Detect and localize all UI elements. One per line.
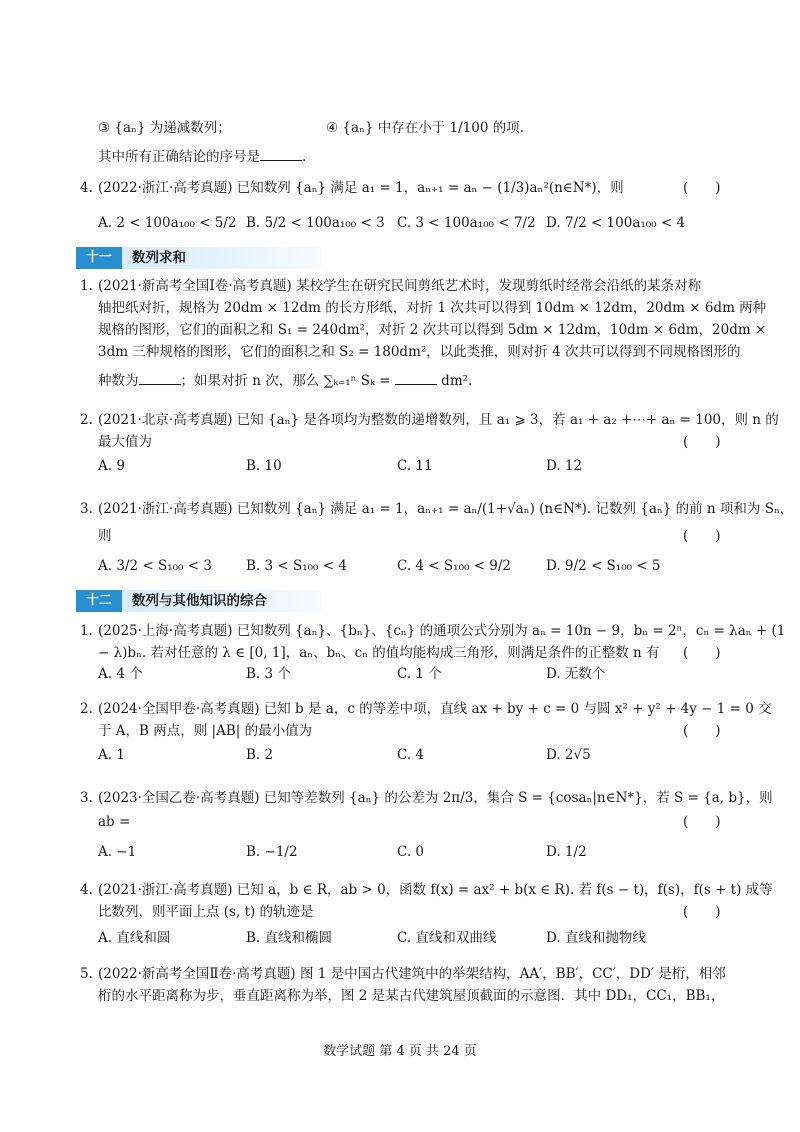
answer-blank[interactable]: [260, 146, 302, 161]
question-text: (2022·浙江·高考真题) 已知数列 {aₙ} 满足 a₁ = 1，aₙ₊₁ = aₙ − (1/3)aₙ²(n∈N*)，则: [98, 180, 624, 196]
answer-paren: ( ): [683, 180, 721, 196]
section-title: 数列与其他知识的综合: [132, 593, 267, 609]
option-b[interactable]: B. 10: [246, 458, 282, 474]
answer-paren: ( ): [683, 528, 721, 544]
question-text-line: 轴把纸对折，规格为 20dm × 12dm 的长方形纸，对折 1 次共可以得到 10dm × 12dm，20dm × 6dm 两种: [98, 300, 767, 316]
section-header-11: [76, 247, 321, 269]
question-text-line: (2021·浙江·高考真题) 已知 a，b ∈ R，ab > 0，函数 f(x) = ax² + b(x ∈ R). 若 f(s − t)，f(s)，f(s + t) 成等: [98, 882, 773, 898]
question-number: 5.: [80, 966, 93, 982]
question-text-part: ；如果对折 n 次，那么 ∑ₖ₌₁ⁿ Sₖ =: [180, 373, 391, 389]
option-b[interactable]: B. 直线和椭圆: [246, 930, 333, 946]
question-number: 3.: [80, 501, 93, 517]
section-header-12: [76, 590, 321, 612]
question-number: 4.: [80, 180, 93, 196]
section-number: 十一: [76, 247, 122, 269]
option-c[interactable]: C. 4: [397, 747, 425, 763]
option-c[interactable]: C. 4 < S₁₀₀ < 9/2: [397, 558, 512, 574]
question-text-line: 于 A，B 两点，则 |AB| 的最小值为: [98, 723, 313, 739]
answer-paren: ( ): [683, 904, 721, 920]
option-a[interactable]: A. −1: [98, 844, 137, 860]
question-number: 1.: [80, 623, 93, 639]
question-number: 2.: [80, 701, 93, 717]
option-a[interactable]: A. 3/2 < S₁₀₀ < 3: [98, 558, 212, 574]
question-text-line: (2021·北京·高考真题) 已知 {aₙ} 是各项均为整数的递增数列，且 a₁ ⩾ 3，若 a₁ + a₂ +⋯+ aₙ = 100，则 n 的: [98, 412, 779, 428]
section-title: 数列求和: [132, 250, 186, 266]
option-b[interactable]: B. 3 个: [246, 666, 291, 682]
option-d[interactable]: D. 12: [546, 458, 583, 474]
option-d[interactable]: D. 无数个: [546, 666, 606, 682]
question-number: 2.: [80, 412, 93, 428]
question-text-line: 桁的水平距离称为步，垂直距离称为举，图 2 是某古代建筑屋顶截面的示意图．其中 DD₁，CC₁，BB₁，: [98, 988, 725, 1004]
question-text-line: (2024·全国甲卷·高考真题) 已知 b 是 a，c 的等差中项，直线 ax + by + c = 0 与圆 x² + y² + 4y − 1 = 0 交: [98, 701, 772, 717]
answer-blank[interactable]: [139, 370, 181, 385]
statement-3: ③ {aₙ} 为递减数列；: [98, 120, 231, 136]
answer-blank[interactable]: [395, 370, 437, 385]
answer-paren: ( ): [683, 434, 721, 450]
option-a[interactable]: A. 4 个: [98, 666, 143, 682]
question-text-line: 最大值为: [98, 434, 152, 450]
option-a[interactable]: A. 直线和圆: [98, 930, 171, 946]
question-number: 4.: [80, 882, 93, 898]
question-text-part: 种数为: [98, 373, 139, 389]
option-c[interactable]: C. 直线和双曲线: [397, 930, 497, 946]
option-b[interactable]: B. 3 < S₁₀₀ < 4: [246, 558, 347, 574]
answer-prompt-text: 其中所有正确结论的序号是: [98, 149, 260, 165]
option-c[interactable]: C. 0: [397, 844, 425, 860]
answer-paren: ( ): [683, 814, 721, 830]
question-text-line: ab =: [98, 814, 131, 830]
question-text-part: dm².: [441, 373, 473, 389]
question-number: 3.: [80, 790, 93, 806]
answer-prompt-end: .: [302, 149, 307, 165]
option-d[interactable]: D. 直线和抛物线: [546, 930, 646, 946]
question-text-line: (2021·浙江·高考真题) 已知数列 {aₙ} 满足 a₁ = 1，aₙ₊₁ = aₙ/(1+√aₙ) (n∈N*). 记数列 {aₙ} 的前 n 项和为 Sₙ，: [98, 501, 794, 517]
option-a[interactable]: A. 1: [98, 747, 125, 763]
option-a[interactable]: A. 9: [98, 458, 125, 474]
option-d[interactable]: D. 1/2: [546, 844, 587, 860]
question-text-line: − λ)bₙ. 若对任意的 λ ∈ [0, 1]，aₙ、bₙ、cₙ 的值均能构成三角形，则满足条件的正整数 n 有: [98, 645, 660, 661]
option-c[interactable]: C. 11: [397, 458, 433, 474]
answer-paren: ( ): [683, 723, 721, 739]
page-footer: 数学试题 第 4 页 共 24 页: [323, 1044, 477, 1059]
option-c[interactable]: C. 3 < 100a₁₀₀ < 7/2: [397, 215, 536, 231]
option-a[interactable]: A. 2 < 100a₁₀₀ < 5/2: [98, 215, 237, 231]
question-text-line: (2021·新高考全国Ⅰ卷·高考真题) 某校学生在研究民间剪纸艺术时，发现剪纸时经常会沿纸的某条对称: [98, 278, 702, 294]
question-text-line: 则: [98, 528, 112, 544]
question-text-line: 规格的图形，它们的面积之和 S₁ = 240dm²，对折 2 次共可以得到 5dm × 12dm，10dm × 6dm，20dm ×: [98, 322, 767, 338]
option-d[interactable]: D. 7/2 < 100a₁₀₀ < 4: [546, 215, 686, 231]
question-text-line: (2022·新高考全国Ⅱ卷·高考真题) 图 1 是中国古代建筑中的举架结构，AA′，BB′，CC′，DD′ 是桁，相邻: [98, 966, 726, 982]
section-number: 十二: [76, 590, 122, 612]
question-number: 1.: [80, 278, 93, 294]
option-b[interactable]: B. −1/2: [246, 844, 298, 860]
statement-4: ④ {aₙ} 中存在小于 1/100 的项.: [326, 120, 525, 136]
question-text-line: (2023·全国乙卷·高考真题) 已知等差数列 {aₙ} 的公差为 2π/3，集合 S = {cosaₙ|n∈N*}，若 S = {a, b}，则: [98, 790, 773, 806]
question-text-line: 3dm 三种规格的图形，它们的面积之和 S₂ = 180dm²，以此类推，则对折 4 次共可以得到不同规格图形的: [98, 344, 741, 360]
answer-prompt: [98, 146, 306, 167]
option-d[interactable]: D. 9/2 < S₁₀₀ < 5: [546, 558, 661, 574]
option-b[interactable]: B. 2: [246, 747, 274, 763]
option-d[interactable]: D. 2√5: [546, 747, 591, 763]
option-c[interactable]: C. 1 个: [397, 666, 442, 682]
answer-paren: ( ): [683, 645, 721, 661]
question-text-line: [98, 370, 472, 391]
question-text-line: (2025·上海·高考真题) 已知数列 {aₙ}、{bₙ}、{cₙ} 的通项公式分别为 aₙ = 10n − 9，bₙ = 2ⁿ，cₙ = λaₙ + (1: [98, 623, 786, 639]
question-text-line: 比数列，则平面上点 (s, t) 的轨迹是: [98, 904, 314, 920]
option-b[interactable]: B. 5/2 < 100a₁₀₀ < 3: [246, 215, 385, 231]
